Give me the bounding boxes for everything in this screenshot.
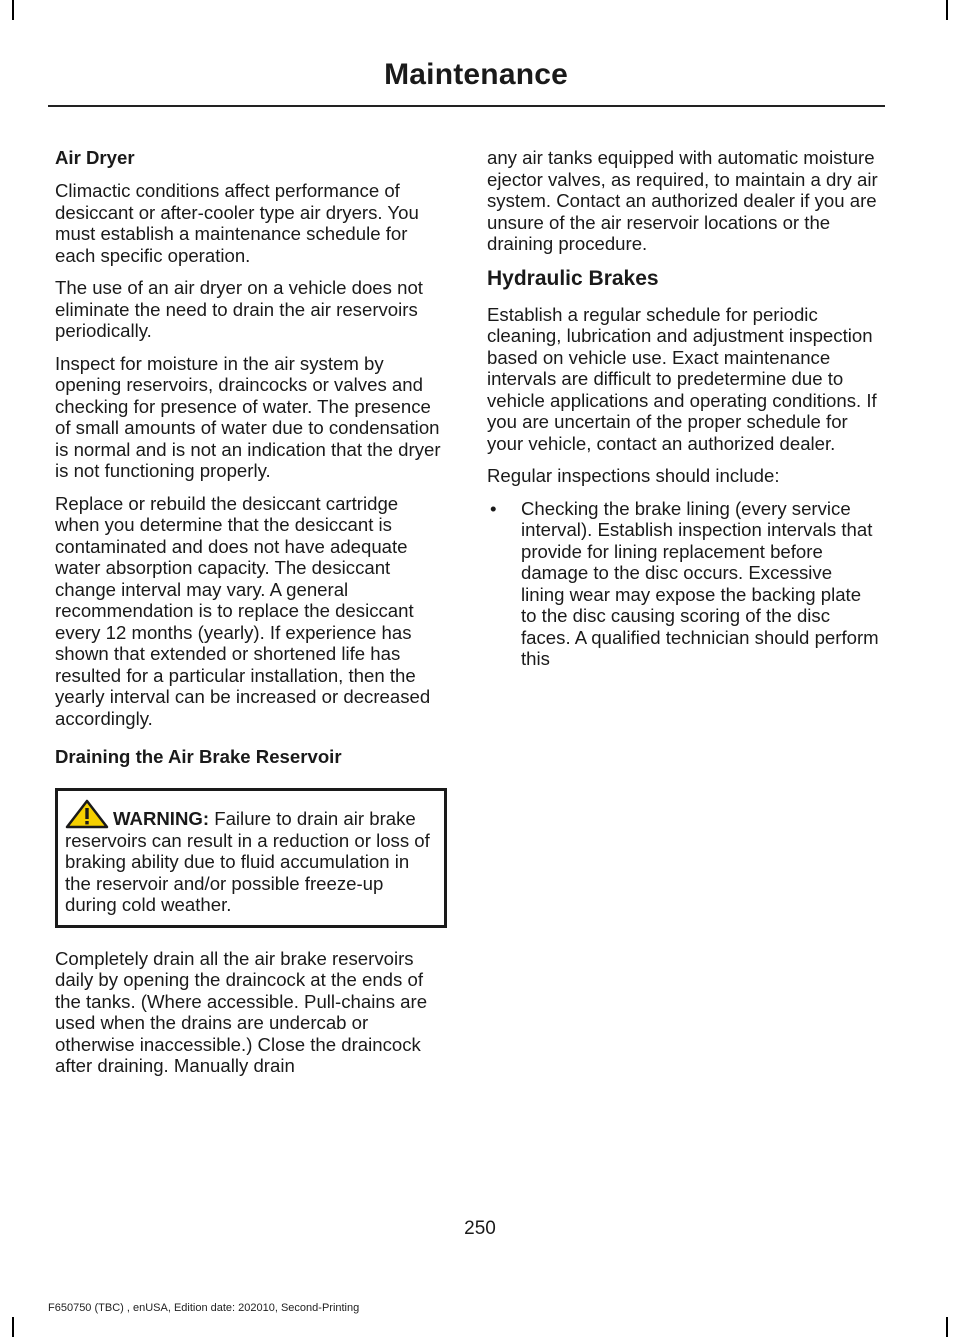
page-title: Maintenance bbox=[384, 58, 568, 91]
crop-mark-bottom-right bbox=[946, 1317, 948, 1337]
right-column bbox=[487, 147, 879, 670]
list-item-text: Checking the brake lining (every service interval). Establish inspection intervals that provide for lining replacement before damage to the disc occurs. Excessive lining wear may expose the backing plate to the disc causing scoring of the disc faces. A qualified technician should perform this bbox=[521, 497, 879, 669]
hydraulic-paragraph-1: Establish a regular schedule for periodic cleaning, lubrication and adjustment inspection based on vehicle use. Exact maintenance intervals are difficult to predetermine due to vehicle applications and operating conditions. If you are uncertain of the proper schedule for your vehicle, contact an authorized dealer. bbox=[487, 303, 877, 454]
air-dryer-heading: Air Dryer bbox=[55, 147, 135, 168]
draining-heading: Draining the Air Brake Reservoir bbox=[55, 746, 342, 767]
left-column bbox=[55, 147, 447, 1088]
inspection-list bbox=[487, 498, 879, 670]
air-dryer-paragraph-3: Inspect for moisture in the air system by opening reservoirs, draincocks or valves and checking for presence of water. The presence of small amounts of water due to condensation is normal and is not an indication that the dryer is not functioning properly. bbox=[55, 352, 441, 481]
hydraulic-brakes-heading: Hydraulic Brakes bbox=[487, 266, 659, 290]
warning-label: WARNING: bbox=[113, 808, 210, 829]
warning-triangle-icon bbox=[65, 799, 109, 829]
hydraulic-paragraph-2: Regular inspections should include: bbox=[487, 465, 780, 486]
list-item bbox=[487, 498, 879, 670]
warning-text: Failure to drain air brake reservoirs can result in a reduction or loss of braking ability due to fluid accumulation in the reservoir and/or possible freeze-up during cold weather. bbox=[65, 808, 430, 915]
page-number: 250 bbox=[464, 1218, 496, 1239]
crop-mark-bottom-left bbox=[12, 1317, 14, 1337]
header-divider bbox=[48, 105, 885, 107]
air-dryer-paragraph-2: The use of an air dryer on a vehicle does not eliminate the need to drain the air reservoirs periodically. bbox=[55, 277, 423, 341]
crop-mark-top-right bbox=[946, 0, 948, 20]
bullet-icon: • bbox=[490, 497, 497, 519]
warning-box bbox=[55, 788, 447, 928]
edition-footer: F650750 (TBC) , enUSA, Edition date: 202010, Second-Printing bbox=[48, 1302, 360, 1314]
crop-mark-top-left bbox=[12, 0, 14, 20]
draining-paragraph: Completely drain all the air brake reservoirs daily by opening the draincock at the ends of the tanks. (Where accessible. Pull-chains are used when the drains are undercab or otherwise inaccessible.) Close the draincock after draining. Manually drain bbox=[55, 947, 428, 1076]
air-dryer-paragraph-1: Climactic conditions affect performance of desiccant or after-cooler type air dryers. You must establish a maintenance schedule for each specific operation. bbox=[55, 180, 419, 266]
air-dryer-paragraph-4: Replace or rebuild the desiccant cartridge when you determine that the desiccant is contaminated and does not have adequate water absorption capacity. The desiccant change interval may vary. A general recommendation is to replace the desiccant every 12 months (yearly). If experience has shown that extended or shortened life has resulted for a particular installation, then the yearly interval can be increased or decreased accordingly. bbox=[55, 492, 431, 729]
draining-continued-paragraph: any air tanks equipped with automatic moisture ejector valves, as required, to maintain a dry air system. Contact an authorized dealer if you are unsure of the air reservoir locations or the draining procedure. bbox=[487, 147, 878, 254]
